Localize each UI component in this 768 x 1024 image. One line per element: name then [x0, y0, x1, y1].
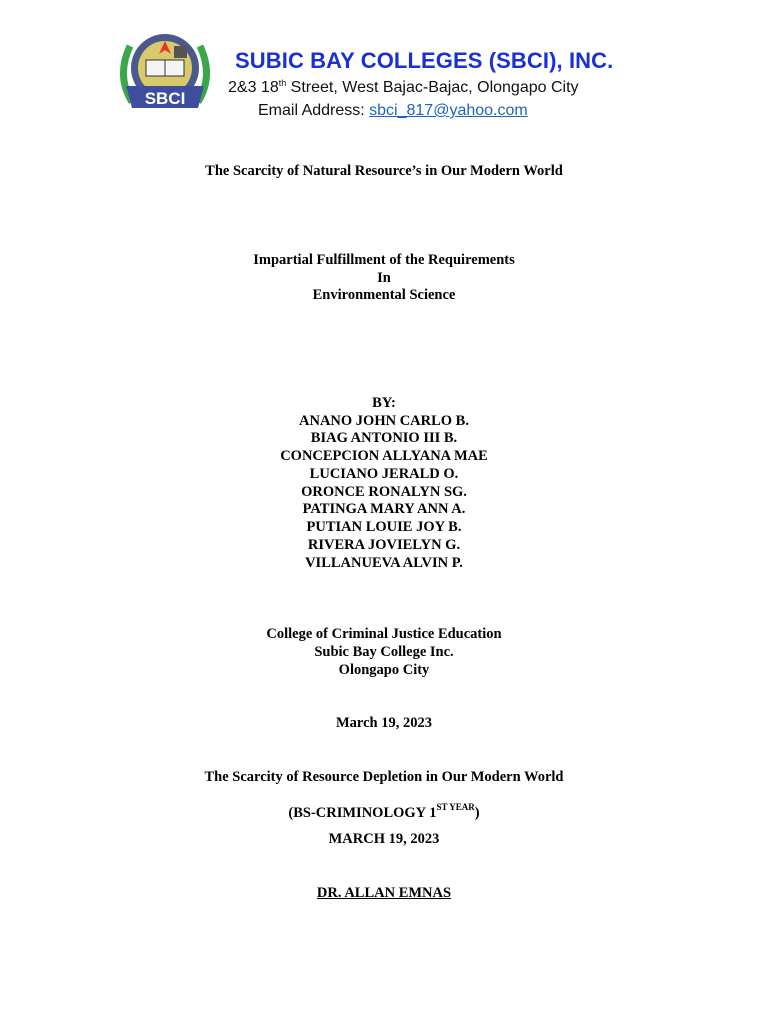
- institution-line: Olongapo City: [338, 662, 430, 678]
- submission-date-upper: MARCH 19, 2023: [328, 831, 440, 847]
- school-name: SUBIC BAY COLLEGES (SBCI), INC.: [235, 48, 614, 73]
- purpose-line: Impartial Fulfillment of the Requirements: [253, 252, 515, 268]
- address-ordinal: th: [278, 78, 287, 88]
- author-name: VILLANUEVA ALVIN P.: [305, 555, 463, 571]
- course-suffix: ): [474, 805, 480, 821]
- author-name: BIAG ANTONIO III B.: [310, 430, 458, 446]
- course-year-sup: ST YEAR: [436, 802, 475, 812]
- author-name: LUCIANO JERALD O.: [309, 466, 459, 482]
- author-name: PATINGA MARY ANN A.: [302, 501, 466, 517]
- submission-date: March 19, 2023: [336, 715, 432, 731]
- email-label: Email Address:: [258, 102, 370, 119]
- logo-text: SBCI: [144, 89, 186, 108]
- document-subtitle: The Scarcity of Resource Depletion in Our Modern World: [204, 769, 564, 785]
- document-title: The Scarcity of Natural Resource’s in Our Modern World: [205, 163, 563, 179]
- author-name: PUTIAN LOUIE JOY B.: [306, 519, 462, 535]
- email-link[interactable]: sbci_817@yahoo.com: [369, 102, 528, 119]
- by-label: BY:: [372, 395, 396, 411]
- course-prefix: (BS-CRIMINOLOGY 1: [288, 805, 437, 821]
- institution-line: Subic Bay College Inc.: [314, 644, 454, 660]
- author-name: CONCEPCION ALLYANA MAE: [280, 448, 488, 464]
- author-name: ORONCE RONALYN SG.: [301, 484, 467, 500]
- instructor-row: [0, 884, 768, 902]
- address-suffix: Street, West Bajac-Bajac, Olongapo City: [286, 79, 579, 96]
- purpose-line: Environmental Science: [312, 287, 456, 303]
- author-name: ANANO JOHN CARLO B.: [299, 413, 469, 429]
- institution-line: College of Criminal Justice Education: [266, 626, 502, 642]
- instructor-name: DR. ALLAN EMNAS: [316, 885, 452, 901]
- sbci-logo: [112, 24, 218, 116]
- email-row: [258, 102, 528, 120]
- school-address: [228, 79, 579, 97]
- author-name: RIVERA JOVIELYN G.: [307, 537, 461, 553]
- address-prefix: 2&3 18: [228, 79, 279, 96]
- course-line: [0, 804, 768, 822]
- purpose-line: In: [377, 270, 391, 286]
